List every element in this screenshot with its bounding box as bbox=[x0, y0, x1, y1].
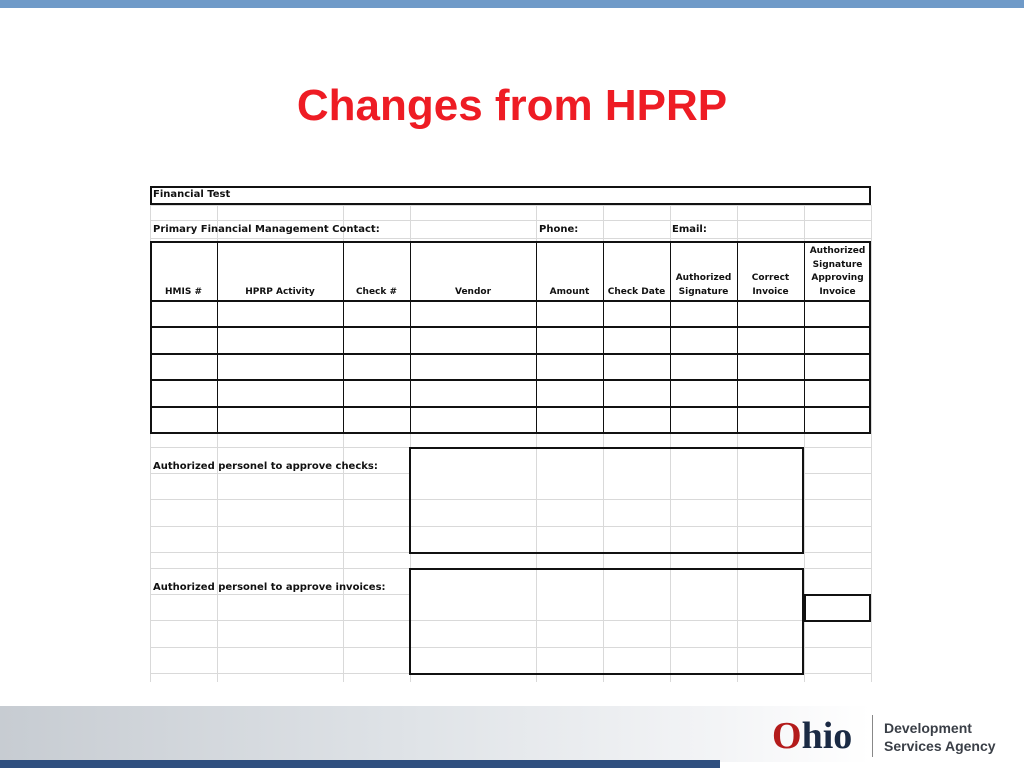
column-header-check: Check # bbox=[355, 286, 398, 297]
column-header-activity: HPRP Activity bbox=[245, 286, 315, 297]
column-header-correct_invoice: Correct Invoice bbox=[751, 273, 790, 297]
ohio-wordmark: Ohio bbox=[772, 715, 853, 757]
financial-test-spreadsheet bbox=[150, 186, 871, 682]
table-row-border bbox=[150, 379, 871, 381]
sheet-title: Financial Test bbox=[153, 189, 231, 200]
gridline-vertical bbox=[871, 205, 872, 682]
gridline-horizontal bbox=[150, 205, 871, 206]
table-row-border bbox=[150, 300, 871, 302]
selected-cell[interactable] bbox=[804, 594, 871, 622]
table-row-border bbox=[150, 432, 871, 434]
top-accent-bar bbox=[0, 0, 1024, 8]
table-row-border bbox=[150, 406, 871, 408]
phone-label: Phone: bbox=[539, 224, 579, 235]
agency-line-2: Services Agency bbox=[884, 738, 996, 754]
table-row-border bbox=[150, 326, 871, 328]
approve-checks-box[interactable] bbox=[409, 447, 804, 554]
agency-name bbox=[884, 719, 996, 755]
slide-title: Changes from HPRP bbox=[296, 81, 728, 130]
sheet-title-box bbox=[150, 186, 871, 205]
approve-invoices-box[interactable] bbox=[409, 568, 804, 675]
agency-line-1: Development bbox=[884, 720, 972, 736]
contact-label: Primary Financial Management Contact: bbox=[153, 224, 380, 235]
gridline-horizontal bbox=[150, 220, 871, 221]
column-header-check_date: Check Date bbox=[607, 286, 666, 297]
ohio-development-logo bbox=[772, 712, 1012, 760]
email-label: Email: bbox=[672, 224, 707, 235]
column-header-auth_sig: Authorized Signature bbox=[675, 273, 732, 297]
column-header-vendor: Vendor bbox=[454, 286, 492, 297]
logo-divider bbox=[872, 715, 873, 757]
table-row-border bbox=[150, 353, 871, 355]
approve-invoices-label: Authorized personel to approve invoices: bbox=[153, 582, 386, 593]
approve-checks-label: Authorized personel to approve checks: bbox=[153, 461, 378, 472]
column-header-amount: Amount bbox=[549, 286, 590, 297]
footer-strip bbox=[0, 760, 720, 768]
column-header-auth_sig_invoice: Authorized Signature Approving Invoice bbox=[809, 246, 866, 297]
column-header-hmis: HMIS # bbox=[165, 286, 202, 297]
gridline-horizontal bbox=[150, 238, 871, 239]
